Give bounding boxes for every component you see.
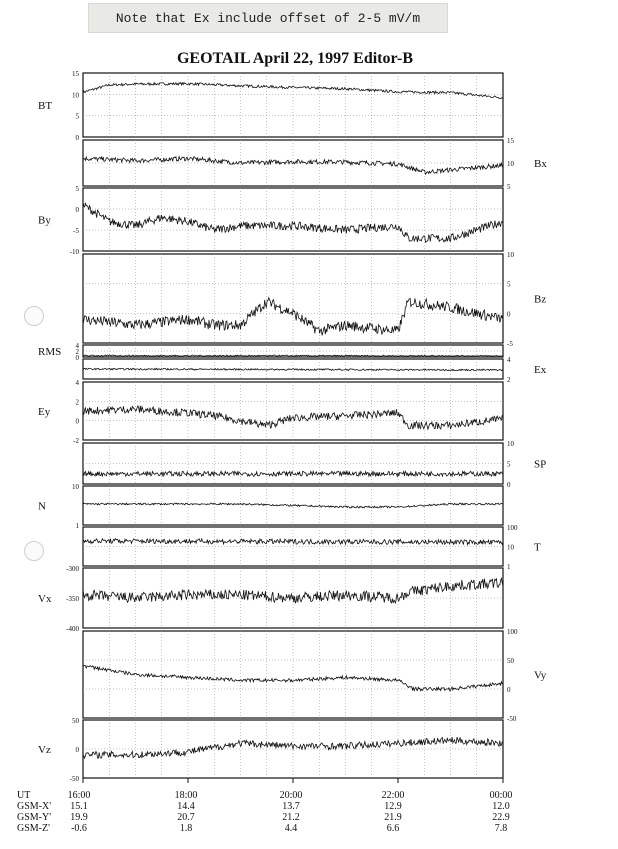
series-rms: [83, 355, 503, 356]
x-tick-label: 22:00: [381, 790, 405, 801]
tick-label-bt: 10: [72, 91, 79, 100]
panel-bt: [83, 73, 503, 137]
panel-label-vx: Vx: [38, 593, 52, 605]
tick-label-vx: -300: [66, 565, 79, 573]
tick-label-t: 10: [507, 543, 514, 552]
series-bx: [83, 157, 503, 175]
orbit-row-value: 15.1: [70, 801, 88, 812]
tick-label-vx: -350: [66, 595, 79, 603]
orbit-row-value: 6.6: [386, 823, 400, 834]
tick-label-ey: 0: [75, 417, 79, 426]
series-bt: [83, 83, 503, 99]
tick-label-bz: 10: [507, 251, 514, 259]
tick-label-t: 100: [507, 524, 518, 532]
tick-label-vz: 0: [75, 746, 79, 754]
tick-label-by: -10: [69, 248, 79, 256]
panel-vx: [83, 568, 503, 628]
panel-rms: [83, 345, 503, 357]
panel-label-vy: Vy: [534, 669, 547, 682]
tick-label-bz: -5: [507, 340, 513, 348]
panel-vz: [83, 720, 503, 778]
tick-label-t: 1: [507, 563, 511, 571]
tick-label-by: 5: [75, 185, 79, 193]
tick-label-rms: 0: [75, 354, 79, 362]
orbit-row-value: 1.8: [179, 823, 193, 834]
panel-label-vz: Vz: [38, 744, 51, 756]
series-vz: [83, 737, 503, 758]
tick-label-ey: 4: [75, 379, 79, 387]
tick-label-vy: -50: [507, 715, 517, 723]
orbit-row-value: 20.7: [177, 812, 195, 823]
tick-label-sp: 5: [507, 460, 511, 469]
panel-label-bz: Bz: [534, 293, 547, 306]
orbit-row-value: 14.4: [177, 801, 195, 812]
orbit-row-value: 21.9: [384, 812, 402, 823]
tick-label-by: 0: [75, 206, 79, 214]
tick-label-vz: 50: [72, 717, 79, 725]
panel-label-t: T: [534, 541, 541, 554]
orbit-row-value: 4.4: [284, 823, 298, 834]
panel-sp: [83, 443, 503, 484]
orbit-row-label: GSM-Z': [17, 823, 50, 834]
orbit-row-value: -0.6: [71, 823, 87, 834]
panel-label-by: By: [38, 214, 51, 227]
panel-ey: [83, 382, 503, 440]
orbit-row-value: 7.8: [494, 823, 508, 834]
orbit-row-label: GSM-X': [17, 801, 52, 812]
tick-label-vy: 50: [507, 657, 514, 665]
tick-label-bx: 15: [507, 137, 514, 145]
panel-ex: [83, 359, 503, 379]
panel-bx: [83, 140, 503, 186]
tick-label-bz: 0: [507, 310, 511, 319]
panel-n: [83, 486, 503, 525]
tick-label-vy: 100: [507, 628, 518, 636]
tick-label-ey: -2: [73, 437, 79, 445]
panel-label-ey: Ey: [38, 406, 51, 418]
orbit-row-value: 22.9: [492, 812, 510, 823]
panel-label-n: N: [38, 500, 46, 513]
series-vy: [83, 665, 503, 690]
orbit-row-value: 12.9: [384, 801, 402, 812]
tick-label-bt: 15: [72, 70, 79, 78]
panel-label-bt: BT: [38, 100, 53, 112]
panel-frame: [83, 382, 503, 440]
x-tick-label: 16:00: [67, 790, 91, 801]
orbit-row-value: 12.0: [492, 801, 510, 812]
x-tick-label: 18:00: [174, 790, 198, 801]
orbit-row-value: 19.9: [70, 812, 88, 823]
series-ex: [83, 368, 503, 370]
panel-label-rms: RMS: [38, 346, 62, 358]
panel-label-ex: Ex: [534, 364, 547, 376]
offset-note: Note that Ex include offset of 2-5 mV/m: [88, 3, 448, 33]
panel-bz: [83, 254, 503, 343]
tick-label-n: 1: [75, 522, 79, 530]
tick-label-rms: 2: [75, 348, 79, 356]
tick-label-ex: 2: [507, 376, 511, 384]
tick-label-sp: 0: [507, 481, 511, 489]
tick-label-rms: 4: [75, 342, 79, 350]
orbit-row-label: GSM-Y': [17, 812, 52, 823]
tick-label-bt: 5: [75, 112, 79, 121]
tick-label-n: 10: [72, 483, 79, 491]
tick-label-vx: -400: [66, 625, 79, 633]
chart-title: GEOTAIL April 22, 1997 Editor-B: [176, 50, 414, 67]
tick-label-bx: 10: [507, 160, 514, 168]
x-tick-label: 20:00: [279, 790, 303, 801]
tick-label-by: -5: [73, 227, 79, 235]
tick-label-bx: 5: [507, 183, 511, 191]
panel-label-bx: Bx: [534, 158, 547, 170]
tick-label-ey: 2: [75, 398, 79, 407]
panel-vy: [83, 631, 503, 718]
orbit-row-value: 21.2: [282, 812, 300, 823]
tick-label-vz: -50: [69, 775, 79, 783]
series-vx: [83, 578, 503, 603]
x-tick-label: 00:00: [489, 790, 513, 801]
tick-label-vy: 0: [507, 686, 511, 694]
panel-t: [83, 527, 503, 566]
series-sp: [83, 471, 503, 476]
x-axis-label: UT: [17, 790, 31, 801]
tick-label-ex: 4: [507, 356, 511, 364]
panel-label-sp: SP: [534, 458, 547, 471]
tick-label-sp: 10: [507, 440, 514, 448]
tick-label-bt: 0: [75, 134, 79, 142]
tick-label-bz: 5: [507, 280, 511, 289]
orbit-row-value: 13.7: [282, 801, 300, 812]
panel-by: [83, 188, 503, 251]
